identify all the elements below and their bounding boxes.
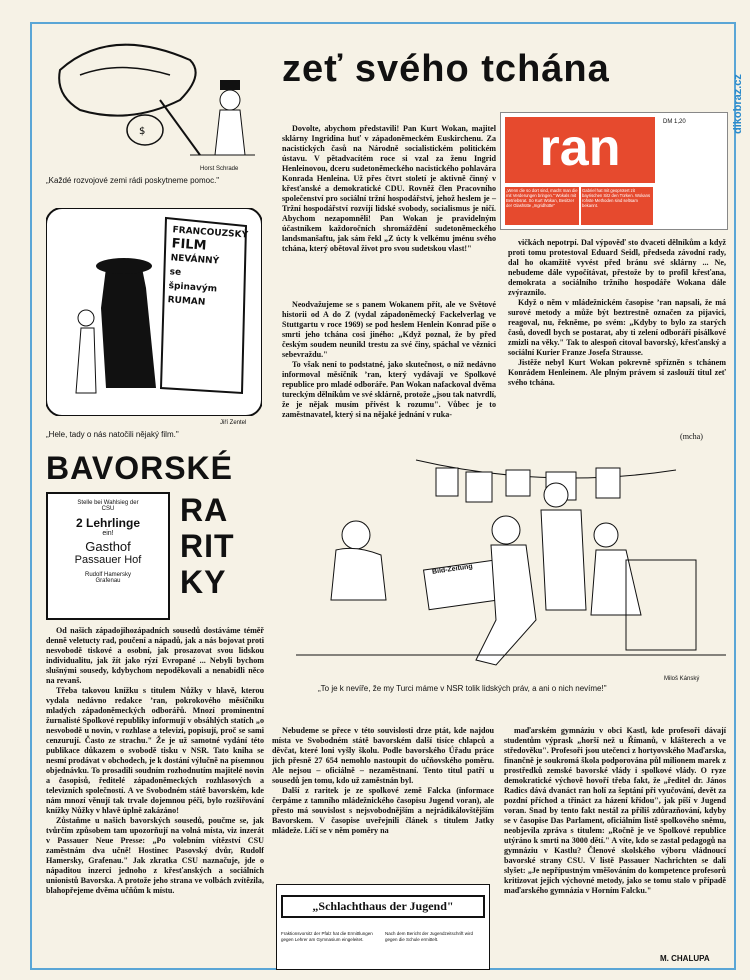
article-para-3: To však není to podstatné, jako skutečnost, o níž nedávno informoval měsíčník ’ran, který vydávají ve Spolkové republice pro mladé odboráře. Pan Wokan nafackoval dvěma tureckým dělníkům ve své sklárně, protože „jsou tak natvrdlí, že je nějak musím přivést k rozumu". Vůbec je to zaměstnavatel, který si na nějaké jednání v ruka-: [282, 360, 496, 419]
poster-line-1: FRANCOUZSKÝ: [172, 225, 249, 241]
bavorske-col1: [46, 626, 264, 896]
bavorske-title-4: KY: [180, 564, 227, 600]
article-col1b: [282, 300, 496, 420]
clipping-schlachthaus: [276, 884, 490, 970]
bavorske-title-2: RA: [180, 492, 229, 528]
article-para-5: Když o něm v mládežnickém časopise ’ran napsali, že má surové metody a může být beztrestně označen za pijavici, reagoval, nu, řekněme, po svém: „Kdyby to bylo za starých časů, dovedl bych se postarat, aby ti zelení odboráři pisálkové zmizli na věky." Tak to alespoň citoval bavorský, křesťanský a sociální Kurier Franze Josefa Strausse.: [508, 298, 726, 357]
magazine-cover: [500, 112, 728, 230]
bavorske-title: BAVORSKÉ: [46, 450, 233, 486]
poster-line-5: špinavým: [168, 281, 218, 295]
ad-line-7: Rudolf Hamersky: [84, 572, 131, 578]
ad-line-3: 2 Lehrlinge: [75, 516, 140, 530]
caption-cartoon2: „Hele, tady o nás natočili nějaký film.": [46, 430, 179, 439]
magazine-caption-2: Gabriel hat mit geoprotert zit bayrischen Sitz den Türken. Wokans rohste Methoden sind seltsam bekannt.: [581, 187, 653, 225]
film-poster: [167, 223, 253, 312]
article-col2: [508, 238, 726, 388]
watermark: dikobraz.cz: [732, 74, 744, 134]
clipping-text-a: Fraktionsvorsitz der Pfalz hat die Ermittlungen gegen Lehrer am Gymnasium eingeleitet.: [281, 931, 373, 942]
bavorske-signature: M. CHALUPA: [660, 954, 710, 963]
bavorske-col2: [272, 726, 494, 836]
ad-line-8: Grafenau: [95, 578, 121, 584]
article-para-6: Jistěže nebyl Kurt Wokan pokrevně spřízněn s tchánem Konrádem Henleinem. Ale plným právem si zaslouží titul zeť svého tchána.: [508, 358, 726, 387]
ad-clipping-gasthof: [46, 492, 170, 620]
credit-kansky: Miloš Kánský: [664, 676, 700, 682]
ad-line-2: CSU: [101, 506, 115, 512]
article-para-2: Neodvažujeme se s panem Wokanem přít, ale ve Světové historii od A do Z (vydal západoněmecký Fackelverlag ve Stuttgartu v roce 1969) se pod heslem Henlein Konrad píše o smrti jeho tchána cosi jiného: „Když poznal, že by před českým soudem neunikl trestu za své činy, spáchal ve věznici sebevraždu.": [282, 300, 496, 359]
clipping-text-b: Nach dem Bericht der Jugendzeitschrift wird gegen die Schule ermittelt.: [385, 931, 474, 942]
svg-text:$: $: [139, 126, 146, 137]
article-title: zeť svého tchána: [282, 48, 610, 90]
caption-cartoon3: „To je k nevíře, že my Turci máme v NSR tolik lidských práv, a ani o nich nevíme!": [318, 684, 607, 693]
poster-line-4: se: [169, 267, 182, 278]
magazine-caption: „Wenn die so dort sind, macht man die mit Verderungen bringen." Wokals mit Betriebsrat. So Kurt Wokan, Besitzer der Glashütte „Ingridhütte": [505, 187, 579, 225]
bavorske-para-2: Třeba takovou knížku s titulem Nůžky v hlavě, kterou vydala nedávno redakce ’ran, pokrokového měsíčníku mladých západoněmeckých odborářů. Mnozí prominentní žurnalisté Spolkové republiky informují v obsáhlých statích „o nesvobodě u novin, v rozhlase a televizi, popisují, proč se sami cenzurují. Často ze strachu." Že je už samotné vydání této publikace důkazem o svobodě tisku v NSR. Tato kniha se nesmí prodávat v obchodech, je k dostání výlučně na písemnou objednávku. To prosadili soudním rozhodnutím majitelé novin a časopisů, ředitelé západoněmeckých rozhlasových a televizních společností. A ve Svobodném státě bavorském, kde nám mnozí věnují tak trvale dojemnou péči, bylo rozšiřování knížky Nůžky v hlavě úplně zakázáno!: [46, 686, 264, 815]
bavorske-para-5: Další z raritek je ze spolkové země Falcka (informace čerpáme z tamního mládežnického časopisu Jugend voran), ale přesto má souvislost s nejsvobodnějším a nejrádikálovštějším Bavorskem. V časopise uveřejnili článek s titulem Jatky mládeže. Líčí se v něm poměry na: [272, 786, 494, 835]
poster-line-6: RUMAN: [167, 295, 206, 308]
caption-cartoon1: „Každé rozvojové zemi rádi poskytneme pomoc.": [46, 176, 220, 185]
ad-line-4: ein!: [102, 530, 114, 537]
credit-schrade: Horst Schrade: [200, 166, 239, 172]
article-col1: [282, 124, 496, 254]
bavorske-title-3: RIT: [180, 528, 235, 564]
article-para-4: vičkách nepotrpí. Dal výpověď sto dvaceti dělníkům a když proti tomu protestoval Eduard Seidl, předseda závodní rady, dal ho okamžitě vyvést před bránu své sklárny ... Ne, nebudeme dále vypočítávat, přestože by to profil křesťana, demokrata a sociálního tržního hospodáře Wokana dále zvýraznilo.: [508, 238, 726, 297]
bavorske-para-4: Nebudeme se přece v této souvislosti drze ptát, kde najdou místa ve Svobodném státě bavorském další tisíce chlapců a děvčat, které loni vyšly školu. Podle bavorského Úřadu práce jich přesně 27 654 nemohlo nastoupit do učňovského poměru. Ale nejsou – oficiálně – nezaměstnaní. Tento titul patří u sousedů jen tomu, kdo už zaměstnán byl.: [272, 726, 494, 785]
bavorske-para-3: Zůstaňme u našich bavorských sousedů, poučme se, jak tvůrčím způsobem tam upozorňují na volná místa, viz inzerát v Passauer Neue Presse: „Po volebním vítězství CSU zaměstnám dva učně! Hostinec Pasovský dvůr, Rudolf Hamersky, Grafenau." Jak zkratka CSU naznačuje, jde o nápaditou inzerci jednoho z křesťanských a sociálních unionistů Bavorska. A protože jeho strana ve volbách zvítězila, blahopřejeme dvěma učňům k místu.: [46, 816, 264, 895]
credit-zentel: Jiří Zentel: [220, 420, 247, 426]
magazine-logo: ran: [505, 117, 655, 183]
bavorske-para-6: maďarském gymnáziu v obci Kastl, kde profesoři dávají studentům výprask „horší než u Římanů, v klášterech a ve středověku". Profesoři jsou utečenci z hortyovského Maďarska, finančně je soukromá škola podporována půl milionem marek z prostředků zemské bavorské vlády i spolkové vlády. O ryze demokratické výchově hovoří třeba fakt, že „ředitel dr. János Radics dává dvanáct ran holí za šeptání při vyučování, devět za pozdní příchod a třináct za házení křídou", jak píší v Jugend voran. Snad by tento fakt nestál za příliš zdůrazňování, kdyby se v časopise Das Parlament, oficiálním listě spolkového sněmu, neobjevila zpráva s titulem: „Ročně je ve Spolkové republice utýráno k smrti na 3000 dětí." A víte, kdo se zastal pedagogů na gymnáziu v Kastlu? Členové skolského výboru vládnoucí bavorské strany CSU. V listě Passauer Nachrichten se dali slyšet: „Je nepřípustným vměšováním do kompetence profesorů kritizovat jejich výchovné metody, jako se tomu stalo v případě maďarského gymnázia v Horním Falcku.": [504, 726, 726, 895]
bavorske-col3: [504, 726, 726, 896]
poster-line-2: FILM: [171, 236, 207, 254]
poster-line-3: NEVÁNNÝ: [170, 253, 220, 267]
cartoon-turkish-workers-illustration: [296, 450, 726, 670]
ad-line-1: Stelle bei Wahlsieg der: [77, 500, 139, 506]
ad-line-6: Passauer Hof: [74, 554, 142, 566]
article-signature: (mcha): [680, 432, 703, 441]
article-para-1: Dovolte, abychom představili! Pan Kurt Wokan, majitel sklárny Ingridina huť v západoněmeckém Euskirchenu. Za nacistických časů na Národně socialistickém politickém ústavu. V pětadvacítém roce si vzal za ženu Ingrid Henleinovou, dceru sudetoněmeckého nacistického pohlavára Konrada Henleina. Už přes čtvrt století je aktivně činný v křesťanské a demokratické CDU. Rovněž člen Pracovního společenství pro sociální tržní hospodářství, jehož heslem je – Tržní hospodářství rozvíjí lidské svobody, socialismus je ničí. Abychom nezapomněli! Pan Wokan je pravidelným účastníkem každoročních shromáždění sudetoněmeckého landsmanšaftu, jak sám řekl „Z úcty k velkému jménu svého tchána, který obětoval život pro svou sudetskou vlast!": [282, 124, 496, 253]
ad-line-5: Gasthof: [85, 539, 131, 554]
cartoon-ufo-illustration: [40, 30, 260, 162]
magazine-price: DM 1,20: [663, 119, 686, 125]
clipping-headline: „Schlachthaus der Jugend": [281, 895, 485, 918]
bavorske-para-1: Od našich západojihozápadních sousedů dostáváme téměř denně veletucty rad, poučení a nápadů, jak a nás bojovat proti nesvobodě tiskové a osobní, jak prosazovat svou lidskou individualitu, jak žít jako rýzí Evropané ... Nebyli bychom slušnými sousedy, kdybychom nepoděkovali a nenabídli něco na revanš.: [46, 626, 264, 685]
newspaper-label: Bild-Zeitung: [431, 563, 474, 576]
